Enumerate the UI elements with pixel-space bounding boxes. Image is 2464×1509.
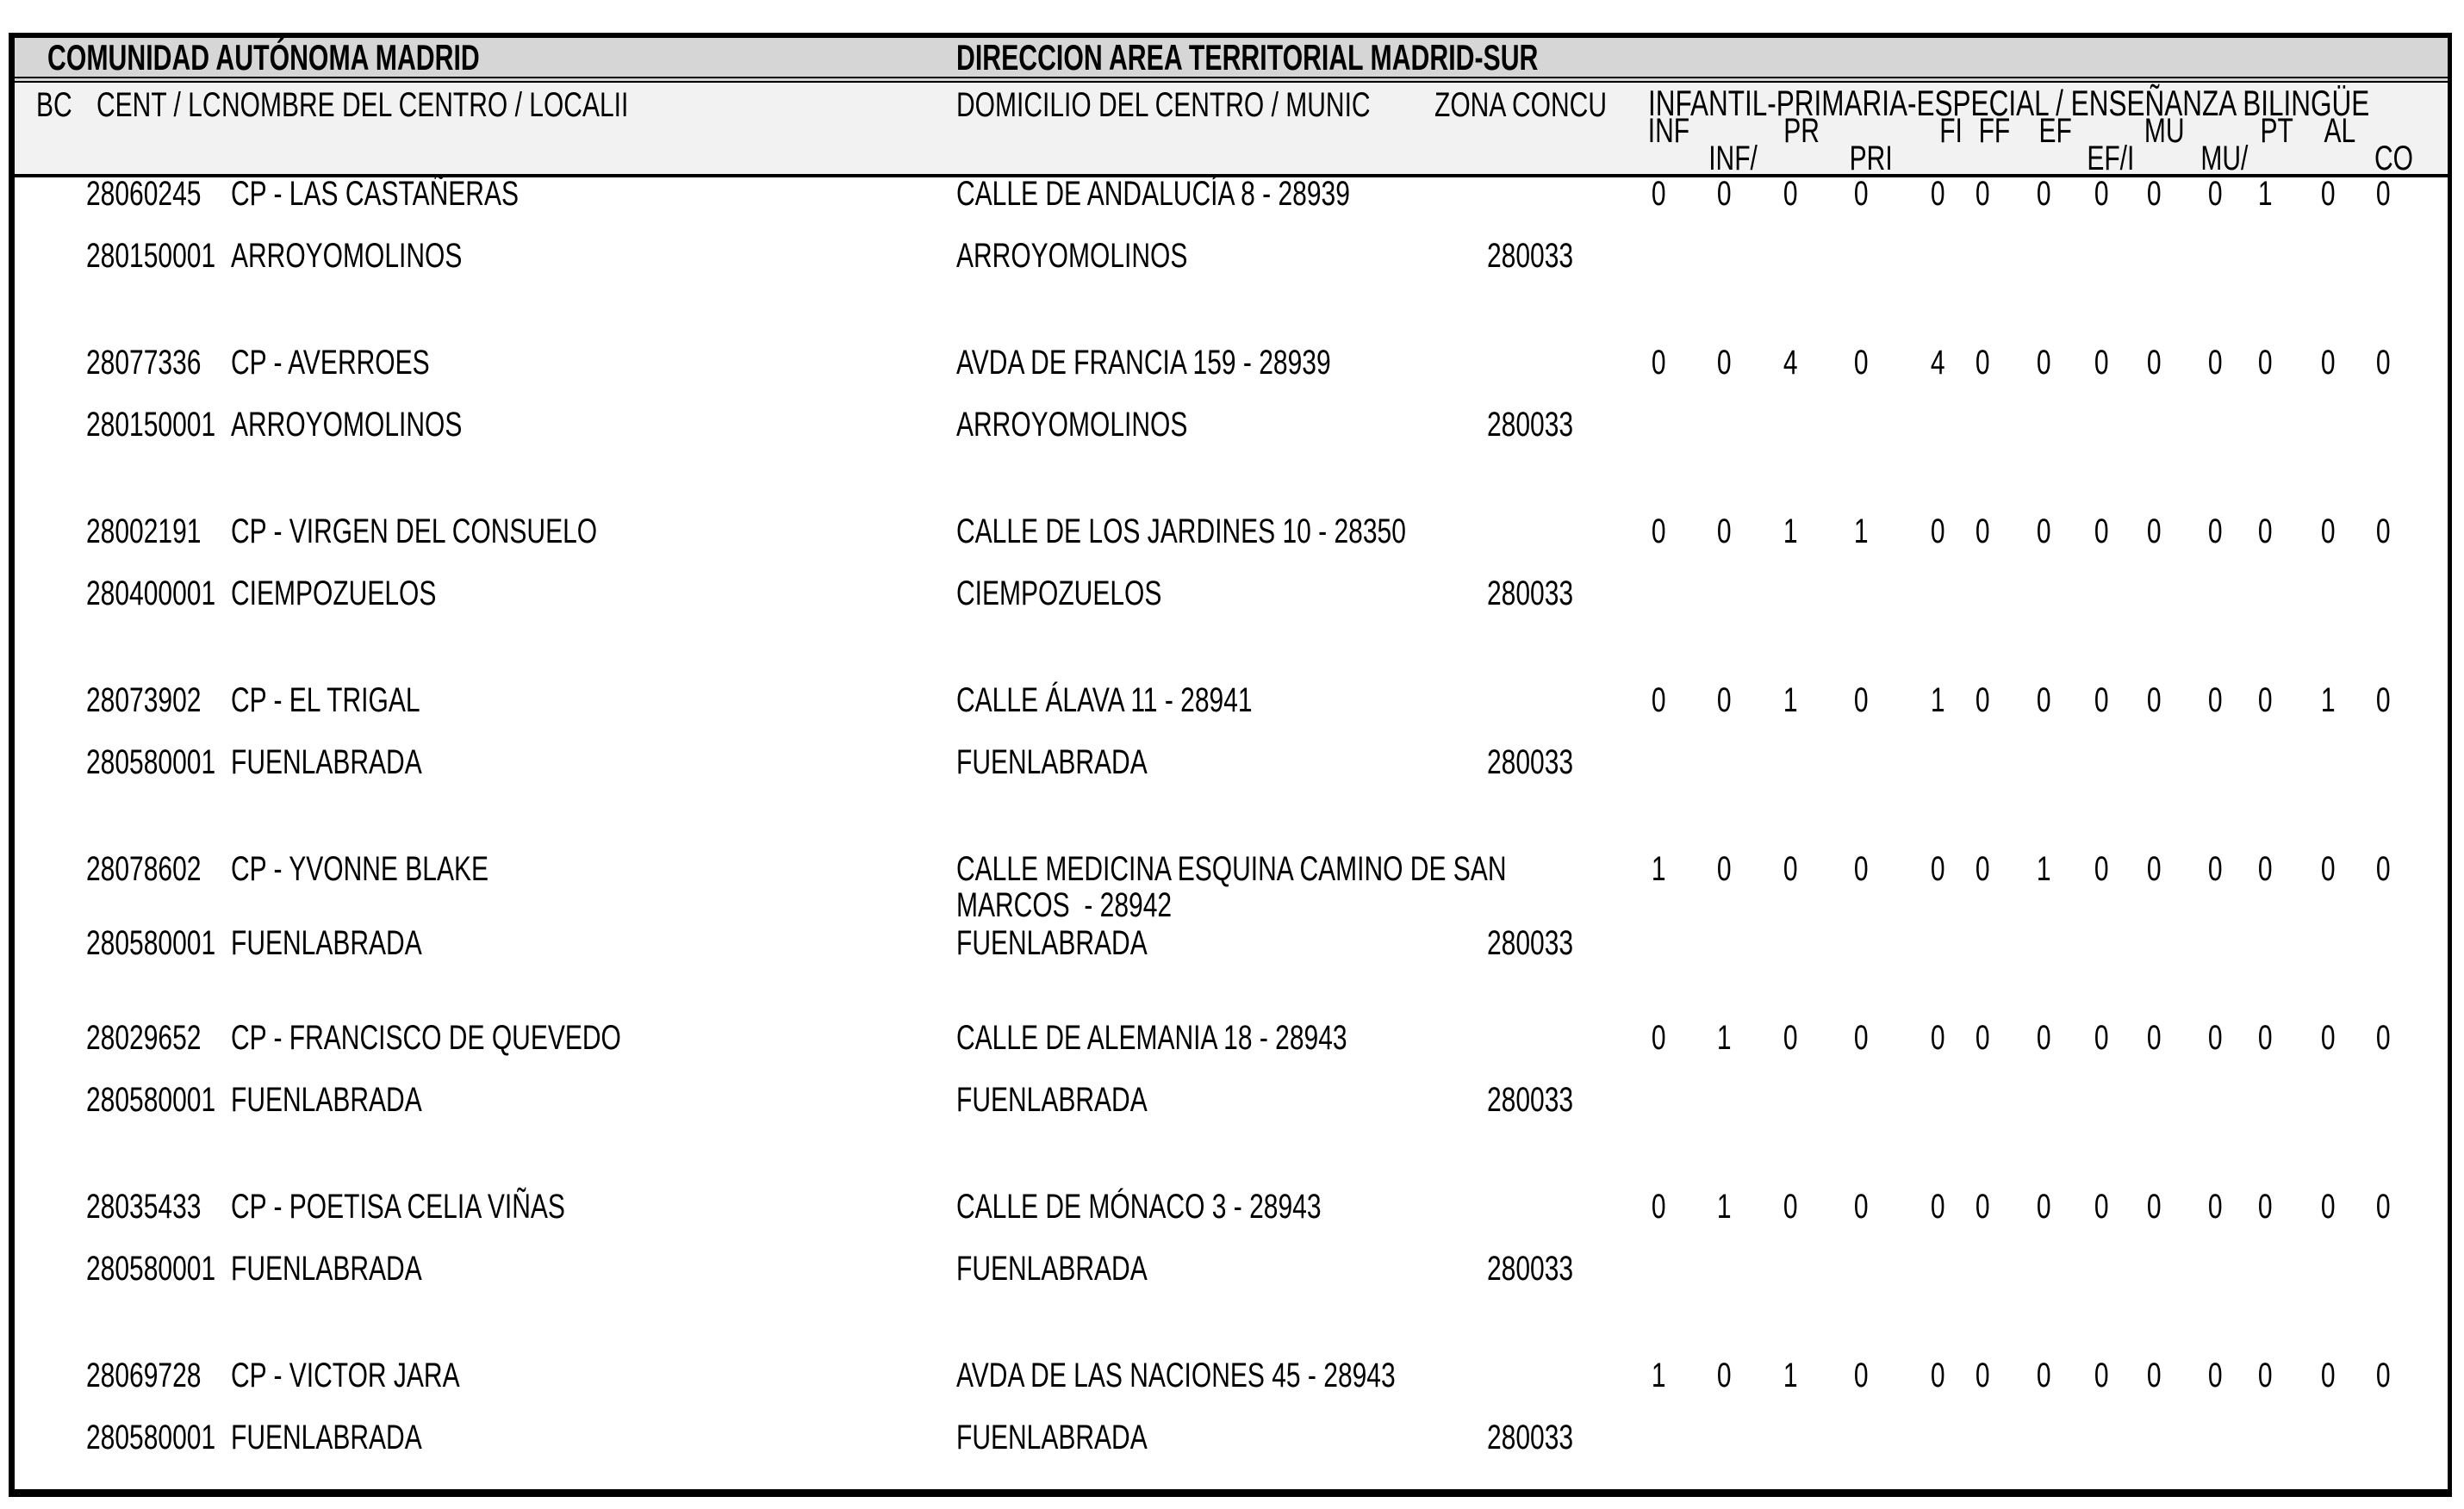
value-pt: 1 <box>2257 175 2273 213</box>
zone-code: 280033 <box>1487 1250 1574 1288</box>
value-mu-i: 0 <box>2207 1188 2223 1226</box>
locality-name: CIEMPOZUELOS <box>231 574 437 612</box>
value-pri: 0 <box>1853 175 1869 213</box>
value-pri: 0 <box>1853 850 1869 888</box>
value-ff: 0 <box>1975 681 1990 719</box>
value-co: 0 <box>2375 1357 2391 1394</box>
center-code: 28002191 <box>86 512 202 550</box>
center-code: 28060245 <box>86 175 202 213</box>
subcol-mu: MU <box>2144 112 2185 150</box>
value-pr: 4 <box>1783 344 1798 382</box>
center-address: CALLE DE ALEMANIA 18 - 28943 <box>956 1019 1347 1057</box>
col-domicilio-label: DOMICILIO DEL CENTRO / MUNIC <box>956 86 1371 124</box>
center-code: 28035433 <box>86 1188 202 1226</box>
subcol-inf: INF <box>1647 112 1690 150</box>
value-mu-i: 0 <box>2207 344 2223 382</box>
value-pri: 1 <box>1853 512 1869 550</box>
table-row <box>0 512 2464 668</box>
center-name: CP - EL TRIGAL <box>231 681 420 719</box>
value-ef: 1 <box>2036 850 2051 888</box>
center-address: CALLE DE LOS JARDINES 10 - 28350 <box>956 512 1406 550</box>
value-ef-i: 0 <box>2094 1019 2109 1057</box>
value-mu-i: 0 <box>2207 175 2223 213</box>
value-co: 0 <box>2375 681 2391 719</box>
value-pt: 0 <box>2257 850 2273 888</box>
locality-name: ARROYOMOLINOS <box>231 406 463 444</box>
zone-code: 280033 <box>1487 924 1574 962</box>
center-name: CP - FRANCISCO DE QUEVEDO <box>231 1019 621 1057</box>
subcol-inf-i: INF/ <box>1708 140 1758 177</box>
col-cent-label: CENT / LC <box>96 86 221 124</box>
value-ff: 0 <box>1975 1357 1990 1394</box>
value-inf-i: 0 <box>1716 850 1732 888</box>
value-ef: 0 <box>2036 1357 2051 1394</box>
value-mu: 0 <box>2146 850 2162 888</box>
value-pr: 1 <box>1783 681 1798 719</box>
municipality: CIEMPOZUELOS <box>956 574 1162 612</box>
value-inf: 0 <box>1651 344 1666 382</box>
center-name: CP - VICTOR JARA <box>231 1357 460 1394</box>
locality-code: 280580001 <box>86 1081 216 1119</box>
value-pri: 0 <box>1853 1188 1869 1226</box>
center-code: 28069728 <box>86 1357 202 1394</box>
locality-code: 280400001 <box>86 574 216 612</box>
value-pri: 0 <box>1853 1357 1869 1394</box>
table-row <box>0 344 2464 499</box>
value-al: 0 <box>2320 344 2336 382</box>
value-al: 1 <box>2320 681 2336 719</box>
locality-name: FUENLABRADA <box>231 1419 422 1456</box>
locality-name: FUENLABRADA <box>231 1081 422 1119</box>
col-group-label: INFANTIL-PRIMARIA-ESPECIAL / ENSEÑANZA BILINGÜE <box>1648 83 2370 123</box>
value-inf-i: 0 <box>1716 1357 1732 1394</box>
area-title: DIRECCION AREA TERRITORIAL MADRID-SUR <box>956 37 1539 78</box>
value-ff: 0 <box>1975 175 1990 213</box>
value-pt: 0 <box>2257 1357 2273 1394</box>
value-ff: 0 <box>1975 1188 1990 1226</box>
value-inf: 1 <box>1651 850 1666 888</box>
value-inf-i: 0 <box>1716 512 1732 550</box>
value-ef-i: 0 <box>2094 1357 2109 1394</box>
value-co: 0 <box>2375 1188 2391 1226</box>
value-ff: 0 <box>1975 344 1990 382</box>
value-pri: 0 <box>1853 344 1869 382</box>
value-pt: 0 <box>2257 1019 2273 1057</box>
subcol-fi: FI <box>1939 112 1963 150</box>
value-inf: 1 <box>1651 1357 1666 1394</box>
value-ef: 0 <box>2036 1188 2051 1226</box>
value-al: 0 <box>2320 1188 2336 1226</box>
value-al: 0 <box>2320 1357 2336 1394</box>
center-address: AVDA DE FRANCIA 159 - 28939 <box>956 344 1331 382</box>
value-al: 0 <box>2320 175 2336 213</box>
value-fi: 0 <box>1930 1188 1945 1226</box>
value-mu: 0 <box>2146 1357 2162 1394</box>
center-name: CP - VIRGEN DEL CONSUELO <box>231 512 598 550</box>
region-title: COMUNIDAD AUTÓNOMA MADRID <box>47 37 480 78</box>
subcol-ef-i: EF/I <box>2087 140 2135 177</box>
subcol-pri: PRI <box>1849 140 1893 177</box>
value-ff: 0 <box>1975 512 1990 550</box>
value-inf: 0 <box>1651 681 1666 719</box>
center-address: CALLE MEDICINA ESQUINA CAMINO DE SAN <box>956 850 1507 888</box>
table-row <box>0 1188 2464 1343</box>
value-fi: 0 <box>1930 850 1945 888</box>
value-co: 0 <box>2375 1019 2391 1057</box>
locality-name: FUENLABRADA <box>231 1250 422 1288</box>
value-co: 0 <box>2375 344 2391 382</box>
value-ef-i: 0 <box>2094 850 2109 888</box>
value-inf-i: 0 <box>1716 681 1732 719</box>
value-ef-i: 0 <box>2094 344 2109 382</box>
value-pr: 1 <box>1783 512 1798 550</box>
value-ef: 0 <box>2036 681 2051 719</box>
value-pr: 0 <box>1783 1019 1798 1057</box>
center-address: AVDA DE LAS NACIONES 45 - 28943 <box>956 1357 1396 1394</box>
subcol-co: CO <box>2374 140 2413 177</box>
value-pr: 0 <box>1783 175 1798 213</box>
value-ef-i: 0 <box>2094 681 2109 719</box>
value-fi: 1 <box>1930 681 1945 719</box>
center-code: 28029652 <box>86 1019 202 1057</box>
value-co: 0 <box>2375 512 2391 550</box>
table-row <box>0 175 2464 330</box>
center-name: CP - YVONNE BLAKE <box>231 850 489 888</box>
value-ef-i: 0 <box>2094 175 2109 213</box>
value-mu: 0 <box>2146 1188 2162 1226</box>
locality-code: 280580001 <box>86 1419 216 1456</box>
col-nombre-label: NOMBRE DEL CENTRO / LOCALII <box>221 86 629 124</box>
subcol-ef: EF <box>2038 112 2072 150</box>
value-mu-i: 0 <box>2207 1019 2223 1057</box>
locality-code: 280580001 <box>86 924 216 962</box>
value-fi: 4 <box>1930 344 1945 382</box>
locality-name: FUENLABRADA <box>231 743 422 781</box>
municipality: FUENLABRADA <box>956 1419 1148 1456</box>
value-fi: 0 <box>1930 512 1945 550</box>
value-ef: 0 <box>2036 175 2051 213</box>
municipality: FUENLABRADA <box>956 924 1148 962</box>
value-inf: 0 <box>1651 1019 1666 1057</box>
subcol-pt: PT <box>2260 112 2293 150</box>
center-code: 28078602 <box>86 850 202 888</box>
locality-name: FUENLABRADA <box>231 924 422 962</box>
center-code: 28073902 <box>86 681 202 719</box>
center-name: CP - LAS CASTAÑERAS <box>231 175 519 213</box>
center-address: CALLE DE ANDALUCÍA 8 - 28939 <box>956 175 1350 213</box>
locality-code: 280580001 <box>86 743 216 781</box>
value-inf: 0 <box>1651 512 1666 550</box>
value-mu: 0 <box>2146 1019 2162 1057</box>
value-inf-i: 0 <box>1716 344 1732 382</box>
zone-code: 280033 <box>1487 1081 1574 1119</box>
center-address-line2: MARCOS - 28942 <box>956 886 1173 924</box>
zone-code: 280033 <box>1487 743 1574 781</box>
center-name: CP - AVERROES <box>231 344 430 382</box>
value-co: 0 <box>2375 850 2391 888</box>
value-ff: 0 <box>1975 1019 1990 1057</box>
municipality: ARROYOMOLINOS <box>956 237 1188 275</box>
value-mu: 0 <box>2146 175 2162 213</box>
center-name: CP - POETISA CELIA VIÑAS <box>231 1188 565 1226</box>
zone-code: 280033 <box>1487 237 1574 275</box>
subcol-ff: FF <box>1978 112 2011 150</box>
center-address: CALLE ÁLAVA 11 - 28941 <box>956 681 1253 719</box>
value-inf: 0 <box>1651 175 1666 213</box>
municipality: ARROYOMOLINOS <box>956 406 1188 444</box>
locality-name: ARROYOMOLINOS <box>231 237 463 275</box>
value-pt: 0 <box>2257 681 2273 719</box>
subcol-pr: PR <box>1783 112 1820 150</box>
table-row <box>0 1357 2464 1509</box>
value-ef: 0 <box>2036 512 2051 550</box>
value-fi: 0 <box>1930 1019 1945 1057</box>
value-pr: 0 <box>1783 1188 1798 1226</box>
zone-code: 280033 <box>1487 574 1574 612</box>
value-ff: 0 <box>1975 850 1990 888</box>
value-pt: 0 <box>2257 1188 2273 1226</box>
subcol-mu-i: MU/ <box>2200 140 2249 177</box>
value-ef: 0 <box>2036 1019 2051 1057</box>
center-address: CALLE DE MÓNACO 3 - 28943 <box>956 1188 1322 1226</box>
locality-code: 280580001 <box>86 1250 216 1288</box>
value-mu-i: 0 <box>2207 512 2223 550</box>
value-pri: 0 <box>1853 1019 1869 1057</box>
value-pri: 0 <box>1853 681 1869 719</box>
table-row <box>0 850 2464 1005</box>
table-row <box>0 1019 2464 1174</box>
zone-code: 280033 <box>1487 406 1574 444</box>
zone-code: 280033 <box>1487 1419 1574 1456</box>
col-zona-label: ZONA CONCU <box>1434 86 1608 124</box>
value-inf: 0 <box>1651 1188 1666 1226</box>
subcol-al: AL <box>2324 112 2356 150</box>
value-inf-i: 1 <box>1716 1188 1732 1226</box>
value-inf-i: 0 <box>1716 175 1732 213</box>
col-bc-label: BC <box>36 86 72 124</box>
value-mu-i: 0 <box>2207 850 2223 888</box>
value-mu-i: 0 <box>2207 681 2223 719</box>
value-mu: 0 <box>2146 512 2162 550</box>
value-fi: 0 <box>1930 1357 1945 1394</box>
value-al: 0 <box>2320 850 2336 888</box>
center-code: 28077336 <box>86 344 202 382</box>
value-inf-i: 1 <box>1716 1019 1732 1057</box>
value-al: 0 <box>2320 1019 2336 1057</box>
value-mu: 0 <box>2146 344 2162 382</box>
table-row <box>0 681 2464 836</box>
value-al: 0 <box>2320 512 2336 550</box>
value-mu-i: 0 <box>2207 1357 2223 1394</box>
value-ef: 0 <box>2036 344 2051 382</box>
value-pt: 0 <box>2257 512 2273 550</box>
value-pr: 1 <box>1783 1357 1798 1394</box>
value-fi: 0 <box>1930 175 1945 213</box>
municipality: FUENLABRADA <box>956 1250 1148 1288</box>
municipality: FUENLABRADA <box>956 743 1148 781</box>
value-co: 0 <box>2375 175 2391 213</box>
value-ef-i: 0 <box>2094 1188 2109 1226</box>
value-pr: 0 <box>1783 850 1798 888</box>
locality-code: 280150001 <box>86 406 216 444</box>
locality-code: 280150001 <box>86 237 216 275</box>
municipality: FUENLABRADA <box>956 1081 1148 1119</box>
value-pt: 0 <box>2257 344 2273 382</box>
value-mu: 0 <box>2146 681 2162 719</box>
value-ef-i: 0 <box>2094 512 2109 550</box>
